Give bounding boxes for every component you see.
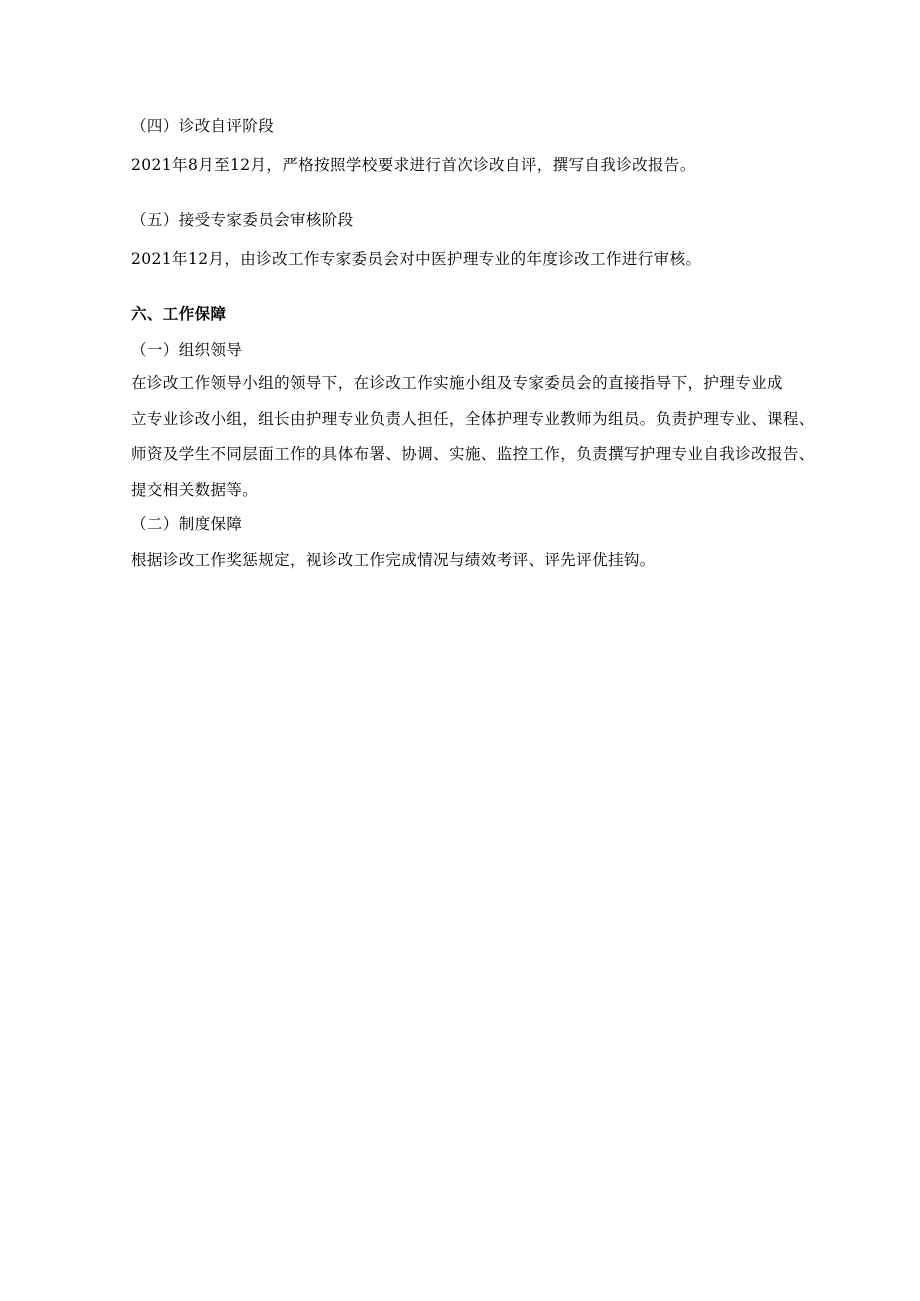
paragraph-line: 师资及学生不同层面工作的具体布署、协调、实施、监控工作，负责撰写护理专业自我诊改报告、: [131, 445, 815, 463]
paragraph-line: 提交相关数据等。: [131, 480, 259, 499]
stage4-paragraph: 2021年8月至12月，严格按照学校要求进行首次诊改自评，撰写自我诊改报告。: [131, 156, 696, 174]
stage5-heading: （五）接受专家委员会审核阶段: [131, 211, 354, 229]
system-guarantee-paragraph: 根据诊改工作奖惩规定，视诊改工作完成情况与绩效考评、评先评优挂钩。: [131, 551, 656, 569]
organization-leadership-paragraph: [131, 366, 861, 508]
stage5-paragraph: 2021年12月，由诊改工作专家委员会对中医护理专业的年度诊改工作进行审核。: [131, 250, 702, 268]
system-guarantee-heading: （二）制度保障: [131, 515, 243, 533]
organization-leadership-heading: （一）组织领导: [131, 341, 243, 359]
section-6-heading: 六、工作保障: [131, 305, 227, 323]
paragraph-line: 在诊改工作领导小组的领导下，在诊改工作实施小组及专家委员会的直接指导下，护理专业成: [131, 374, 783, 392]
paragraph-line: 立专业诊改小组，组长由护理专业负责人担任，全体护理专业教师为组员。负责护理专业、课程、: [131, 409, 815, 428]
stage4-heading: （四）诊改自评阶段: [131, 117, 275, 135]
